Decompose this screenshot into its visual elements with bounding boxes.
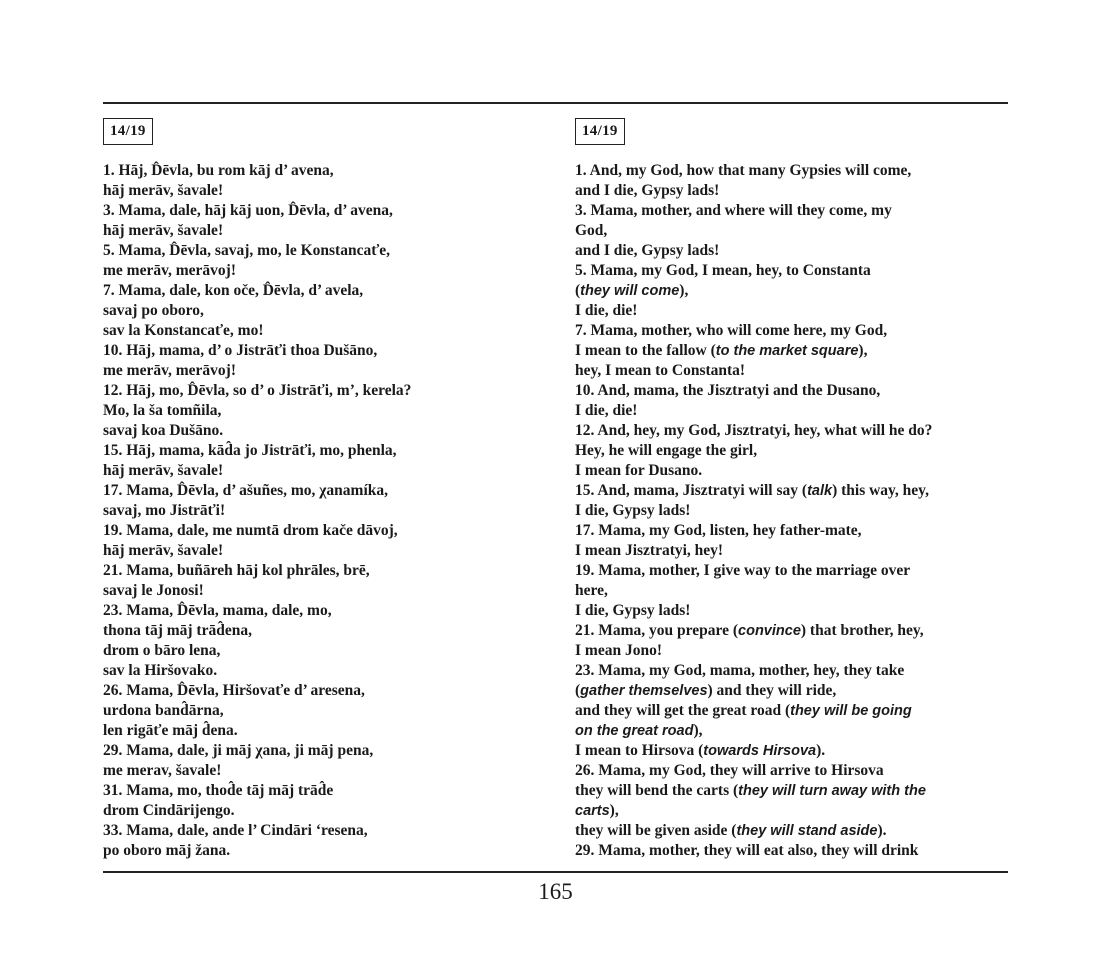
line-text: God, [575,222,608,239]
line-text: ), [609,802,619,819]
verse-line [575,281,975,301]
line-text: ( [575,282,581,299]
line-text: 3. Mama, mother, and where will they come, my [575,202,892,219]
romani-verse-lines [103,161,453,861]
line-text: I mean to the fallow ( [575,342,716,359]
verse-line [575,821,975,841]
italic-gloss: they will be going [790,703,912,719]
verse-line [575,261,975,281]
verse-line [575,481,975,501]
verse-line: hāj merāv, šavale! [103,462,224,479]
verse-line [575,241,975,261]
verse-line [575,421,975,441]
verse-line [575,561,975,581]
bottom-rule [103,871,1008,873]
verse-line: 33. Mama, dale, ande l’ Cindāri ‘resena, [103,822,368,839]
romani-original-column [103,118,453,861]
verse-line [575,301,975,321]
verse-line [575,601,975,621]
english-translation-column [575,118,975,861]
verse-line [575,461,975,481]
verse-line: drom Cindārijengo. [103,802,235,819]
verse-line: po oboro māj žana. [103,842,231,859]
verse-line [575,781,975,801]
line-text: and I die, Gypsy lads! [575,182,720,199]
verse-line: savaj, mo Jistrāťi! [103,502,226,519]
line-text: I die, Gypsy lads! [575,502,691,519]
line-text: and they will get the great road ( [575,702,791,719]
italic-gloss: convince [738,623,801,639]
line-text: 15. And, mama, Jisztratyi will say ( [575,482,808,499]
line-text: hey, I mean to Constanta! [575,362,746,379]
italic-gloss: on the great road [575,723,694,739]
verse-line [575,401,975,421]
line-text: Hey, he will engage the girl, [575,442,758,459]
italic-gloss: they will turn away with the [738,783,926,799]
verse-line: savaj koa Dušāno. [103,422,224,439]
verse-line: 12. Hāj, mo, D̂ēvla, so d’ o Jistrāťi, m’, kerela? [103,382,412,399]
verse-line: me merāv, merāvoj! [103,362,236,379]
verse-line: hāj merāv, šavale! [103,182,224,199]
verse-line [575,181,975,201]
verse-line: 7. Mama, dale, kon oče, D̂ēvla, d’ avela, [103,282,364,299]
line-text: ), [679,282,689,299]
verse-line: 26. Mama, D̂ēvla, Hiršovaťe d’ aresena, [103,682,365,699]
verse-line: sav la Hiršovako. [103,662,218,679]
line-text: 1. And, my God, how that many Gypsies will come, [575,162,912,179]
verse-line: me merāv, merāvoj! [103,262,236,279]
verse-line [575,721,975,741]
line-text: 29. Mama, mother, they will eat also, they will drink [575,842,919,859]
verse-line [575,201,975,221]
verse-line [575,521,975,541]
verse-line: 21. Mama, buñāreh hāj kol phrāles, brē, [103,562,370,579]
line-text: I die, Gypsy lads! [575,602,691,619]
italic-gloss: they will stand aside [736,823,878,839]
line-text: ). [877,822,887,839]
verse-line: 17. Mama, D̂ēvla, d’ ašuñes, mo, χanamíka, [103,482,389,499]
verse-line: hāj merāv, šavale! [103,542,224,559]
line-text: 21. Mama, you prepare ( [575,622,739,639]
italic-gloss: talk [807,483,833,499]
line-text: I mean to Hirsova ( [575,742,704,759]
verse-line [575,701,975,721]
line-text: ), [858,342,868,359]
english-verse-lines [575,161,975,861]
italic-gloss: gather themselves [580,683,708,699]
verse-line: 10. Hāj, mama, d’ o Jistrāťi thoa Dušāno, [103,342,378,359]
verse-line [575,221,975,241]
line-text: I mean Jisztratyi, hey! [575,542,724,559]
line-text: and I die, Gypsy lads! [575,242,720,259]
verse-line [575,801,975,821]
verse-line: sav la Konstancaťe, mo! [103,322,264,339]
line-text: ) and they will ride, [707,682,837,699]
italic-gloss: carts [575,803,610,819]
verse-line [575,741,975,761]
line-text: 23. Mama, my God, mama, mother, hey, they take [575,662,905,679]
verse-line: 5. Mama, D̂ēvla, savaj, mo, le Konstancaťe, [103,242,391,259]
line-text: ) that brother, hey, [800,622,924,639]
verse-line: 23. Mama, D̂ēvla, mama, dale, mo, [103,602,332,619]
verse-line [575,361,975,381]
verse-line [575,441,975,461]
song-number-label: 14/19 [103,118,153,145]
line-text: 19. Mama, mother, I give way to the marriage over [575,562,911,579]
verse-line: 1. Hāj, D̂ēvla, bu rom kāj d’ avena, [103,162,334,179]
verse-line [575,341,975,361]
verse-line [575,321,975,341]
verse-line [575,761,975,781]
verse-line: savaj le Jonosi! [103,582,204,599]
line-text: ), [693,722,703,739]
italic-gloss: towards Hirsova [703,743,817,759]
line-text: they will bend the carts ( [575,782,739,799]
song-number-label: 14/19 [575,118,625,145]
verse-line: drom o bāro lena, [103,642,221,659]
line-text: ) this way, hey, [832,482,929,499]
verse-line: Mo, la ša tomñila, [103,402,222,419]
verse-line [575,841,975,861]
verse-line: 29. Mama, dale, ji māj χana, ji māj pena, [103,742,374,759]
line-text: I mean Jono! [575,642,662,659]
verse-line: 15. Hāj, mama, kād̂a jo Jistrāťi, mo, phenla, [103,442,397,459]
verse-line: 31. Mama, mo, thod̂e tāj māj trād̂e [103,782,334,799]
line-text: I mean for Dusano. [575,462,703,479]
verse-line [575,581,975,601]
line-text: they will be given aside ( [575,822,737,839]
verse-line: 19. Mama, dale, me numtā drom kače dāvoj, [103,522,398,539]
line-text: 12. And, hey, my God, Jisztratyi, hey, what will he do? [575,422,933,439]
line-text: ). [816,742,826,759]
line-text: I die, die! [575,402,638,419]
line-text: 7. Mama, mother, who will come here, my God, [575,322,888,339]
verse-line [575,501,975,521]
verse-line [575,681,975,701]
verse-line: thona tāj māj trād̂ena, [103,622,252,639]
page-number: 165 [538,879,573,904]
verse-line [575,621,975,641]
verse-line [575,661,975,681]
line-text: ( [575,682,581,699]
verse-line: me merav, šavale! [103,762,222,779]
line-text: I die, die! [575,302,638,319]
verse-line: hāj merāv, šavale! [103,222,224,239]
line-text: 10. And, mama, the Jisztratyi and the Dusano, [575,382,881,399]
verse-line: len rigāťe māj d̂ena. [103,722,238,739]
line-text: here, [575,582,608,599]
verse-line: 3. Mama, dale, hāj kāj uon, D̂ēvla, d’ avena, [103,202,393,219]
verse-line: urdona band̂ārna, [103,702,224,719]
verse-line [575,161,975,181]
line-text: 5. Mama, my God, I mean, hey, to Constanta [575,262,871,279]
verse-line [575,381,975,401]
verse-line: savaj po oboro, [103,302,204,319]
line-text: 26. Mama, my God, they will arrive to Hirsova [575,762,884,779]
italic-gloss: to the market square [715,343,859,359]
verse-line [575,641,975,661]
top-rule [103,102,1008,104]
verse-line [575,541,975,561]
italic-gloss: they will come [580,283,680,299]
line-text: 17. Mama, my God, listen, hey father-mate, [575,522,862,539]
